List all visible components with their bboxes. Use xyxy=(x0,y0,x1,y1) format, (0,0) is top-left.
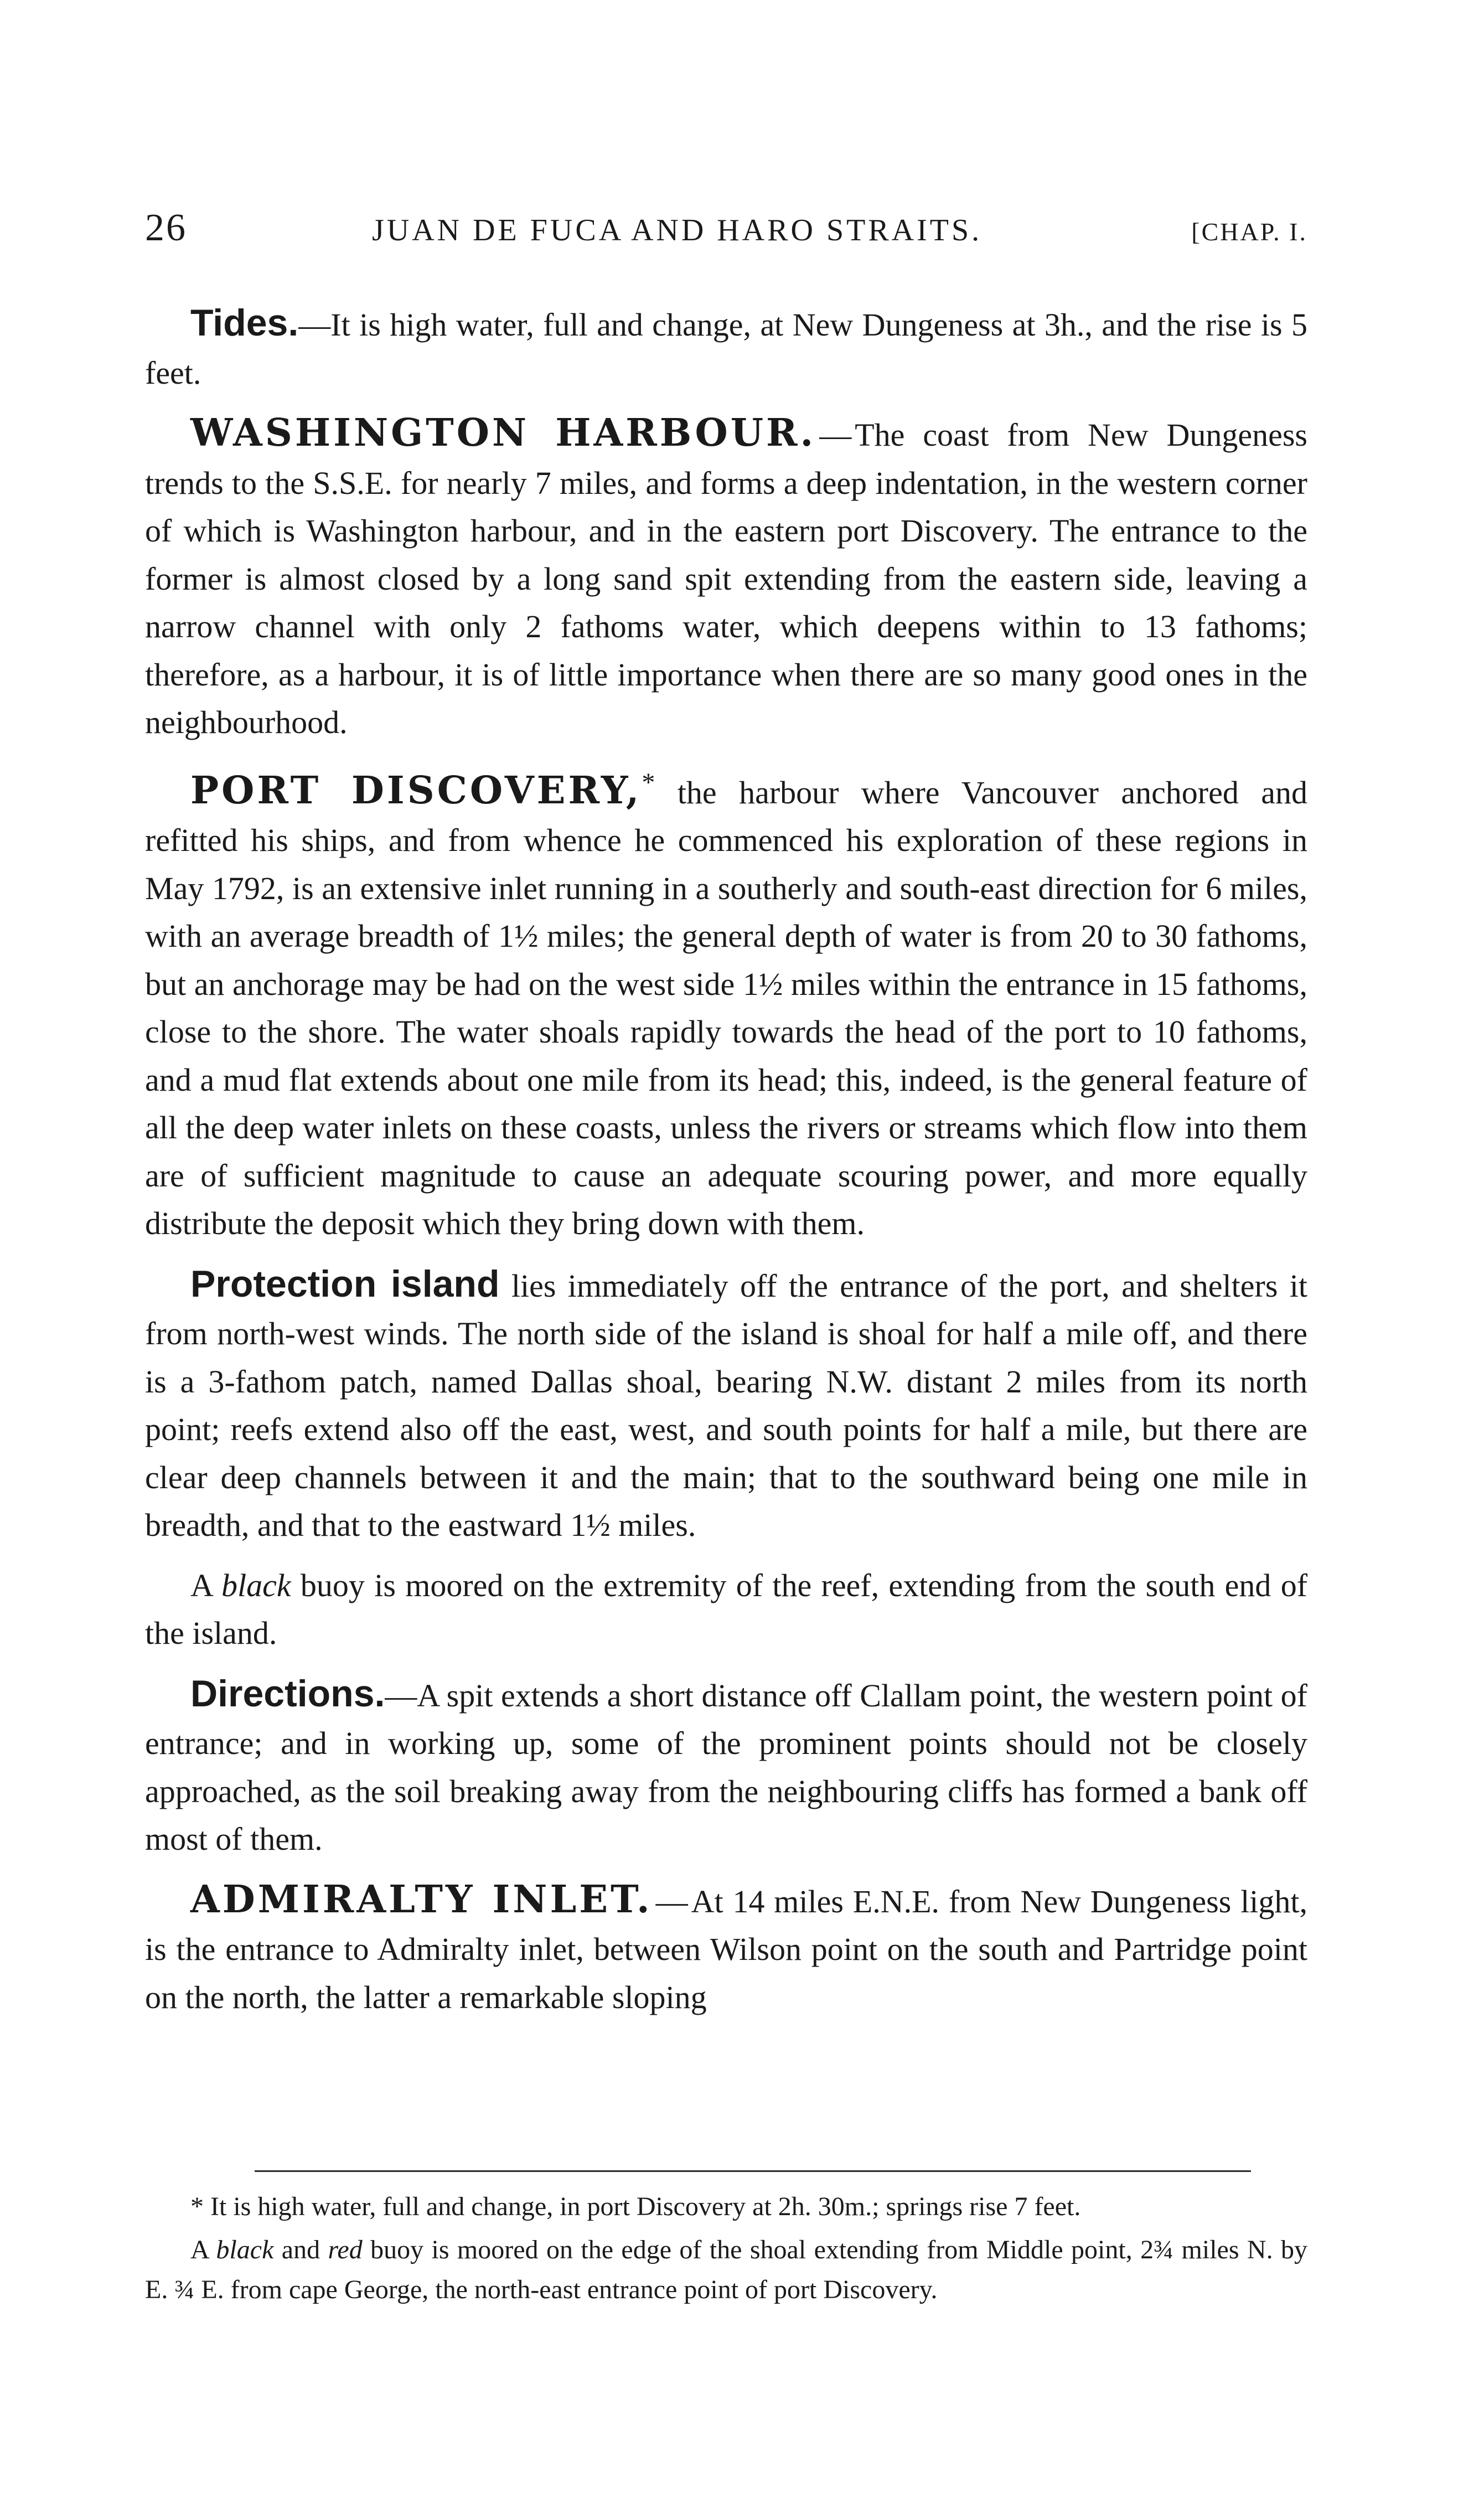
directions-text: A spit extends a short distance off Clallam point, the western point of entrance; and in working up, some of the prominent points should not be closely approached, as the soil breaking away from the neighbouring cliffs has formed a bank off most of them. xyxy=(145,1677,1307,1857)
page-number: 26 xyxy=(145,207,187,249)
admiralty-dash: — xyxy=(655,1883,688,1920)
tides-text: It is high water, full and change, at New Dungeness at 3h., and the rise is 5 feet. xyxy=(145,307,1307,391)
tides-paragraph xyxy=(145,299,1307,397)
washington-dash: — xyxy=(819,417,852,453)
chapter-label: [CHAP. I. xyxy=(1191,218,1307,246)
footnote-2-text: buoy is moored on the edge of the shoal extending from Middle point, 2¾ miles N. by E. ¾ E. from cape George, the north-east entrance point of port Discovery. xyxy=(145,2235,1308,2304)
admiralty-paragraph xyxy=(145,1876,1307,2022)
buoy-italic: black xyxy=(221,1567,291,1603)
footnotes xyxy=(145,2187,1307,2313)
footnote-2 xyxy=(145,2230,1307,2310)
footnote-2-red: red xyxy=(328,2235,363,2264)
tides-dash: — xyxy=(298,307,331,343)
page-header xyxy=(145,206,1307,261)
washington-text: The coast from New Dungeness trends to the S.S.E. for nearly 7 miles, and forms a deep indentation, in the western corner of which is Washington harbour, and in the eastern port Discovery. The entrance to the former is almost closed by a long sand spit extending from the eastern side, leaving a narrow channel with only 2 fathoms water, which deepens within to 13 fathoms; therefore, as a harbour, it is of little importance when there are so many good ones in the neighbourhood. xyxy=(145,417,1308,740)
directions-dash: — xyxy=(385,1677,417,1714)
footnote-2-lead: A xyxy=(190,2235,209,2264)
port-discovery-heading: PORT DISCOVERY, xyxy=(190,768,642,813)
directions-heading: Directions. xyxy=(190,1672,385,1715)
footnote-2-black: black xyxy=(216,2235,274,2264)
tides-heading: Tides. xyxy=(190,302,299,344)
buoy-paragraph xyxy=(145,1562,1307,1658)
protection-heading: Protection island xyxy=(190,1262,500,1305)
admiralty-heading: ADMIRALTY INLET. xyxy=(190,1877,653,1922)
port-discovery-text: the harbour where Vancouver anchored and refitted his ships, and from whence he commenced his exploration of these regions in May 1792, is an extensive inlet running in a southerly and south-east direction for 6 miles, with an average breadth of 1½ miles; the general depth of water is from 20 to 30 fathoms, but an anchorage may be had on the west side 1½ miles within the entrance in 15 fathoms, close to the shore. The water shoals rapidly towards the head of the port to 10 fathoms, and a mud flat extends about one mile from its head; this, indeed, is the general feature of all the deep water inlets on these coasts, unless the rivers or streams which flow into them are of sufficient magnitude to cause an adequate scouring power, and more equally distribute the deposit which they bring down with them. xyxy=(145,774,1308,1241)
footnote-mark: * xyxy=(642,767,655,797)
footnote-2-and: and xyxy=(281,2235,320,2264)
washington-paragraph xyxy=(145,409,1307,747)
protection-paragraph xyxy=(145,1260,1307,1550)
footnote-1: * It is high water, full and change, in port Discovery at 2h. 30m.; springs rise 7 feet. xyxy=(190,2192,1081,2221)
port-discovery-paragraph xyxy=(145,759,1307,1248)
running-title: JUAN DE FUCA AND HARO STRAITS. xyxy=(372,213,983,247)
directions-paragraph xyxy=(145,1670,1307,1864)
footnote-divider xyxy=(255,2170,1251,2172)
washington-heading: WASHINGTON HARBOUR. xyxy=(190,411,816,455)
buoy-lead: A xyxy=(190,1567,212,1603)
buoy-text: buoy is moored on the extremity of the reef, extending from the south end of the island. xyxy=(145,1567,1308,1651)
admiralty-text: At 14 miles E.N.E. from New Dungeness light, is the entrance to Admiralty inlet, between Wilson point on the south and Partridge point on the north, the latter a remarkable sloping xyxy=(145,1883,1307,2015)
protection-text: lies immediately off the entrance of the port, and shelters it from north-west winds. The north side of the island is shoal for half a mile off, and there is a 3-fathom patch, named Dallas shoal, bearing N.W. distant 2 miles from its north point; reefs extend also off the east, west, and south points for half a mile, but there are clear deep channels between it and the main; that to the southward being one mile in breadth, and that to the eastward 1½ miles. xyxy=(145,1267,1307,1543)
main-text xyxy=(145,299,1307,2034)
